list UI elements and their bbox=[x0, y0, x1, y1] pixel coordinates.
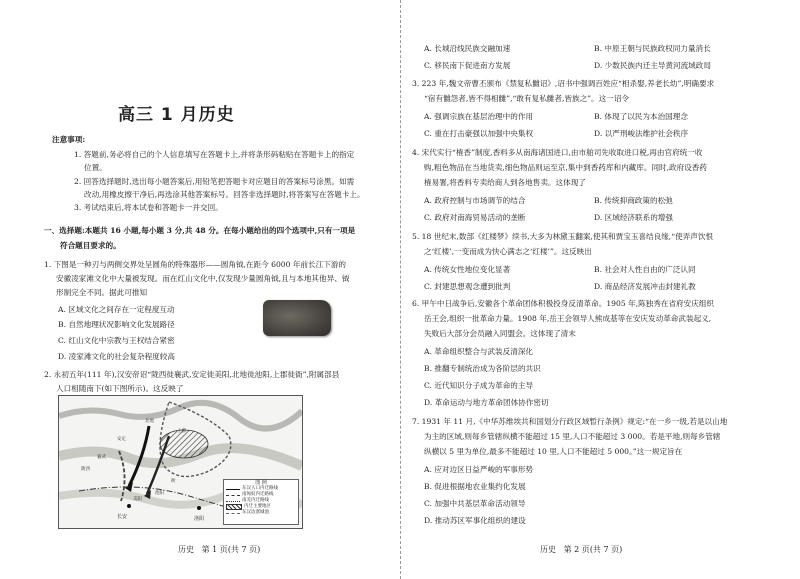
q2-stem: 人口相随南下(如下图所示)。这反映了 bbox=[56, 384, 184, 393]
place-label: 长安 bbox=[117, 514, 128, 520]
q2-option-a[interactable]: A. 长城沿线民族交融加速 bbox=[424, 44, 511, 53]
q6-option-b[interactable]: B. 推翻专制统治成为各阶层的共识 bbox=[424, 364, 541, 373]
notes-item: 1. 答题前,务必将自己的个人信息填写在答题卡上,并将条形码粘贴在答题卡上的指定 bbox=[74, 150, 355, 159]
footer-subject: 历史 bbox=[540, 545, 556, 554]
q7-option-d[interactable]: D. 推动苏区军事化组织的建设 bbox=[424, 516, 526, 525]
q7-stem: 为主的区域,则每乡管辖纵横不能超过 15 里,人口不能超过 3 000。若是平地,则每乡管辖 bbox=[424, 432, 721, 441]
legend-swatch bbox=[226, 504, 242, 510]
legend-label: 南羌内迁路线 bbox=[242, 498, 269, 503]
q1-option-d[interactable]: D. 凌家滩文化的社会复杂程度较高 bbox=[58, 352, 175, 361]
q6-option-d[interactable]: D. 革命运动与地方革命团体协作密切 bbox=[424, 398, 549, 407]
place-label: 衙 bbox=[171, 479, 176, 484]
place-label: 上郡 bbox=[177, 429, 186, 434]
migration-map bbox=[58, 395, 303, 529]
q6-stem: 岳王会,组织一批革命力量。1908 年,岳王会领导人熊成基等在安庆发动革命武装起义, bbox=[424, 314, 712, 323]
q1-option-b[interactable]: B. 自然地理状况影响文化发展路径 bbox=[58, 320, 175, 329]
legend-swatch bbox=[226, 513, 240, 514]
q6-option-a[interactable]: A. 革命组织整合与武装反清深化 bbox=[424, 347, 534, 356]
q7-option-c[interactable]: C. 加强中共基层革命活动领导 bbox=[424, 499, 526, 508]
q4-option-c[interactable]: C. 政府对南海贸易活动的垄断 bbox=[424, 213, 526, 222]
footer-subject: 历史 bbox=[178, 545, 194, 554]
page-divider bbox=[400, 0, 401, 579]
q3-option-c[interactable]: C. 重在打击豪强以加强中央集权 bbox=[424, 129, 534, 138]
place-label: 洛阳 bbox=[194, 516, 205, 522]
legend-swatch bbox=[226, 501, 240, 502]
legend-item bbox=[224, 510, 298, 516]
notes-item: 2. 回答选择题时,选出每小题答案后,用铅笔把答题卡对应题目的答案标号涂黑。如需 bbox=[74, 177, 355, 186]
q2-option-c[interactable]: C. 移民南下促进南方发展 bbox=[424, 61, 511, 70]
legend-label: 南匈奴内迁路线 bbox=[242, 492, 274, 497]
city-marker bbox=[127, 504, 131, 508]
q5-stem: 5. 18 世纪末,数部《红楼梦》续书,大多为林黛玉翻案,使其和贾宝玉喜结良缘,“使弄声饮恨 bbox=[412, 232, 714, 241]
section-heading-cont: 符合题目要求的。 bbox=[60, 241, 121, 250]
q4-stem: 4. 宋代实行“榷香”制度,香料多从南海诸国进口,由市舶司先收取进口税,再由官府统一收 bbox=[412, 148, 703, 157]
q5-option-a[interactable]: A. 传统女性地位变化显著 bbox=[424, 265, 511, 274]
map-legend bbox=[223, 479, 299, 525]
legend-label: 内迁主要地区 bbox=[244, 504, 271, 509]
legend-label: 东汉人口内迁路线 bbox=[242, 486, 278, 491]
q5-option-b[interactable]: B. 社会对人性自由的广泛认同 bbox=[594, 265, 696, 274]
right-footer bbox=[540, 544, 622, 555]
q7-option-a[interactable]: A. 应对边区日益严峻的军事形势 bbox=[424, 465, 534, 474]
notes-item: 位置。 bbox=[84, 163, 107, 172]
q2-stem: 2. 永初五年(111 年),汉安帝诏“陇西徙襄武,安定徙美阳,北地徙池阳,上郡徙衙”,附属部县 bbox=[44, 370, 340, 379]
q3-option-d[interactable]: D. 以严刑峻法维护社会秩序 bbox=[594, 129, 689, 138]
q1-stem: 安徽凌家滩文化中大量被发现。而在红山文化中,仅发现少量圆角钺,且与本地其他异、钺 bbox=[56, 274, 350, 283]
q6-option-c[interactable]: C. 近代知识分子成为革命的主导 bbox=[424, 381, 534, 390]
place-label: 北地 bbox=[145, 419, 154, 424]
q1-stem: 1. 下图是一种刃与两侧交界处呈圆角的特殊器形——圆角钺,在距今 6000 年前长江下游的 bbox=[44, 260, 347, 269]
q3-option-a[interactable]: A. 强调宗族在基层治理中的作用 bbox=[424, 112, 534, 121]
q3-option-b[interactable]: B. 体现了以民为本治国理念 bbox=[594, 112, 688, 121]
q4-option-d[interactable]: D. 区域经济联系的增强 bbox=[594, 213, 673, 222]
place-label: 池阳 bbox=[155, 491, 164, 496]
q5-option-d[interactable]: D. 商品经济发展冲击封建礼教 bbox=[594, 282, 696, 291]
q1-stem: 形制完全不同。据此可推知 bbox=[56, 288, 148, 297]
place-label: 安定 bbox=[117, 437, 126, 442]
q5-stem: 之‘红楼’,一变而成为快心满志之‘红楼’”。这反映出 bbox=[424, 247, 592, 256]
notes-item: 改动,用橡皮擦干净后,再选涂其他答案标号。回答非选择题时,将答案写在答题卡上。 bbox=[84, 190, 365, 199]
place-label: 陇西 bbox=[81, 467, 90, 472]
q6-stem: 6. 甲午中日战争后,安徽各个革命团体积极投身反清革命。1905 年,陈独秀在省府安庆组织 bbox=[412, 299, 715, 308]
yue-artifact-photo bbox=[263, 300, 331, 336]
q4-option-a[interactable]: A. 政府控制与市场调节的结合 bbox=[424, 196, 526, 205]
legend-swatch bbox=[226, 495, 240, 496]
q7-option-b[interactable]: B. 促进根据地农业集约化发展 bbox=[424, 482, 526, 491]
notes-heading: 注意事项: bbox=[52, 135, 86, 144]
legend-swatch bbox=[226, 489, 240, 490]
right-page bbox=[412, 0, 764, 579]
section-heading: 一、选择题:本题共 16 小题,每小题 3 分,共 48 分。在每小题给出的四个选项中,只有一项是 bbox=[44, 226, 356, 235]
q3-stem: “宿有雠怨者,皆不得相雠”,“敢有复私雠者,皆族之”。这一诏令 bbox=[424, 94, 630, 103]
q7-stem: 纵横以 5 里为单位,最多不能超过 10 里,人口不能超过 5 000。”这一规定旨在 bbox=[424, 447, 683, 456]
exam-title: 高三 1 月历史 bbox=[118, 105, 235, 125]
place-label: 襄武 bbox=[97, 455, 106, 460]
q4-option-b[interactable]: B. 传统抑商政策的松弛 bbox=[594, 196, 673, 205]
q4-stem: 榷易署,将香料专卖给商人到各地售卖。这体现了 bbox=[424, 178, 586, 187]
notes-item: 3. 考试结束后,将本试卷和答题卡一并交回。 bbox=[74, 203, 223, 212]
footer-page: 第 2 页(共 7 页) bbox=[563, 545, 623, 554]
q7-stem: 7. 1931 年 11 月,《中华苏维埃共和国划分行政区域暂行条例》规定:“在一乡一级,若是以山地 bbox=[412, 417, 728, 426]
q3-stem: 3. 223 年,魏文帝曹丕颁布《禁复私雠诏》,诏书中强调百姓应“相杀娶,养老长幼”,明确要求 bbox=[412, 79, 715, 88]
q2-option-d[interactable]: D. 少数民族内迁主导黄河流域政局 bbox=[594, 61, 711, 70]
q1-option-c[interactable]: C. 红山文化中宗教与王权结合紧密 bbox=[58, 336, 175, 345]
legend-title: 图 例 bbox=[255, 480, 267, 486]
q1-option-a[interactable]: A. 区域文化之间存在一定程度互动 bbox=[58, 305, 175, 314]
q5-option-c[interactable]: C. 封建思想观念遭到批判 bbox=[424, 282, 511, 291]
q4-stem: 购,粗色物品在当地货卖,细色物品则运至京,集中到香药库和内藏库。同时,政府设香药 bbox=[424, 163, 708, 172]
legend-label: 东汉边塞城池 bbox=[242, 510, 269, 515]
q6-stem: 失败后大部分会员融入同盟会。这体现了清末 bbox=[424, 329, 576, 338]
footer-page: 第 1 页(共 7 页) bbox=[201, 545, 261, 554]
q2-option-b[interactable]: B. 中原王朝与民族政权同力量消长 bbox=[594, 44, 711, 53]
left-footer bbox=[178, 544, 260, 555]
place-label: 美阳 bbox=[133, 497, 142, 502]
city-marker bbox=[197, 506, 201, 510]
